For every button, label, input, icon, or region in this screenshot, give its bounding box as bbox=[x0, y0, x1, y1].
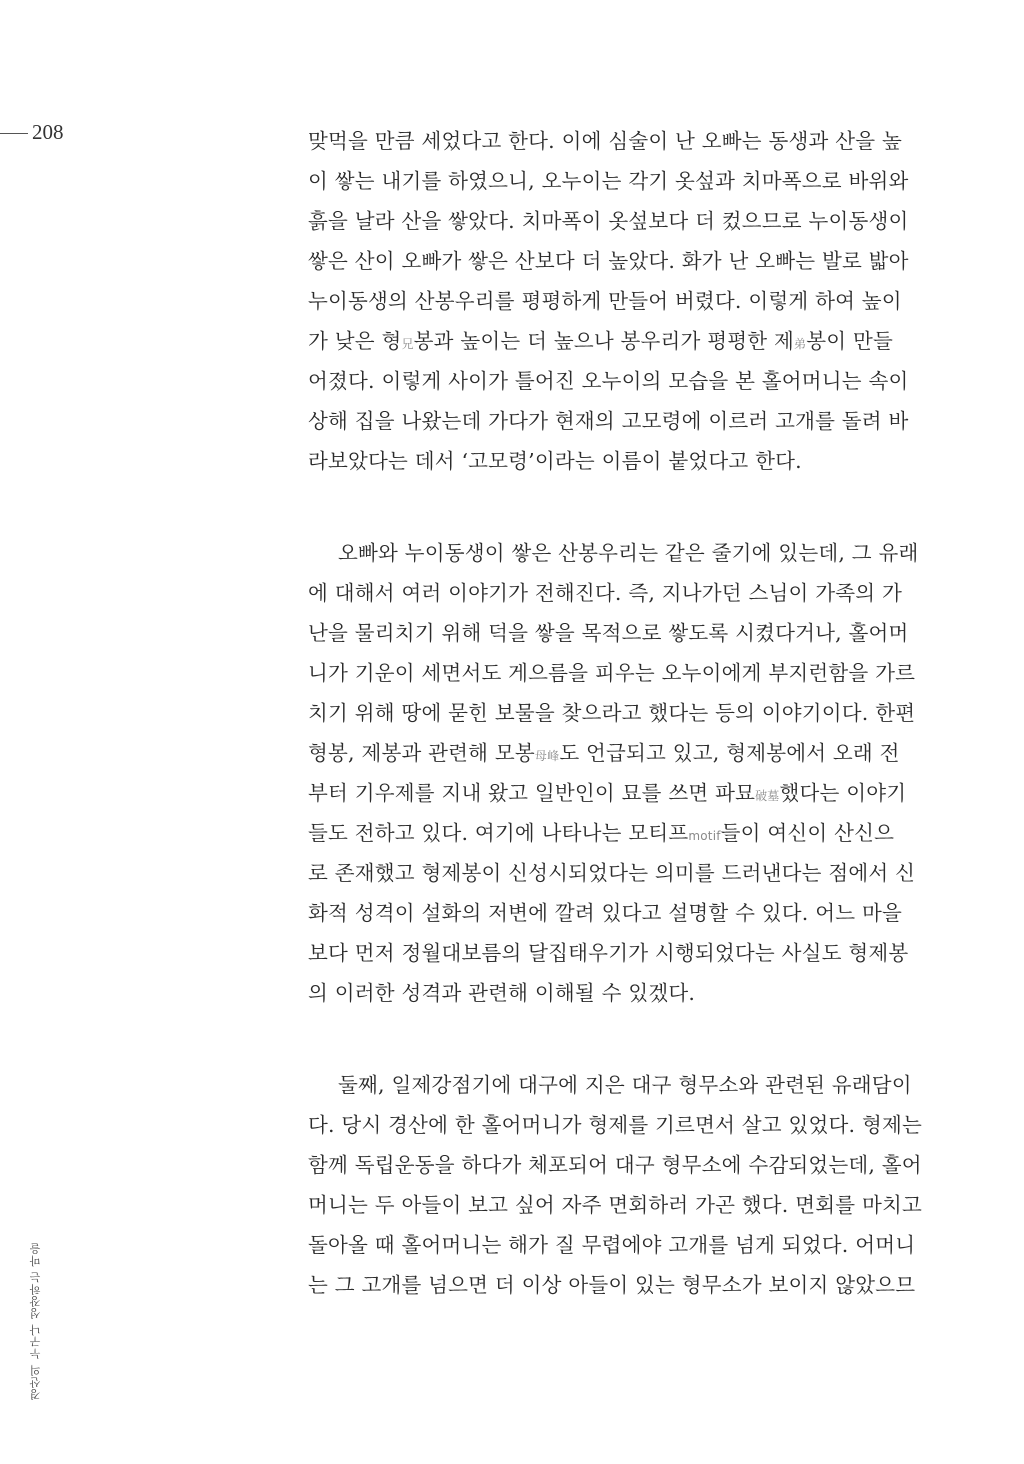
text-line: 로 존재했고 형제봉이 신성시되었다는 의미를 드러낸다는 점에서 신 bbox=[308, 861, 916, 885]
text-line bbox=[308, 773, 907, 813]
text-line: 라보았다는 데서 ‘고모령’이라는 이름이 붙었다고 한다. bbox=[308, 449, 802, 473]
gloss-annotation: 破墓 bbox=[755, 789, 780, 803]
text-line: 흙을 날라 산을 쌓았다. 치마폭이 옷섶보다 더 컸으므로 누이동생이 bbox=[308, 209, 909, 233]
gloss-annotation: 兄 bbox=[401, 337, 414, 351]
paragraph bbox=[308, 533, 919, 1013]
text-line: 보다 먼저 정월대보름의 달집태우기가 시행되었다는 사실도 형제봉 bbox=[308, 941, 909, 965]
text-line bbox=[308, 813, 895, 853]
text-segment: 봉이 만들 bbox=[806, 329, 893, 353]
text-line: 어졌다. 이렇게 사이가 틀어진 오누이의 모습을 본 홀어머니는 속이 bbox=[308, 369, 909, 393]
page-number: 208 bbox=[32, 120, 64, 144]
body-text bbox=[308, 121, 922, 1357]
text-segment: 들도 전하고 있다. 여기에 나타나는 모티프 bbox=[308, 821, 689, 845]
text-segment: 부터 기우제를 지내 왔고 일반인이 묘를 쓰면 파묘 bbox=[308, 781, 756, 805]
text-line: 함께 독립운동을 하다가 체포되어 대구 형무소에 수감되었는데, 홀어 bbox=[308, 1153, 922, 1177]
paragraph bbox=[308, 121, 909, 481]
text-line: 둘째, 일제강점기에 대구에 지은 대구 형무소와 관련된 유래담이 bbox=[338, 1073, 912, 1097]
text-segment: 들이 여신이 산신으 bbox=[720, 821, 895, 845]
text-line bbox=[308, 733, 900, 773]
text-line: 쌓은 산이 오빠가 쌓은 산보다 더 높았다. 화가 난 오빠는 발로 밟아 bbox=[308, 249, 909, 273]
text-line: 난을 물리치기 위해 덕을 쌓을 목적으로 쌓도록 시켰다거나, 홀어머 bbox=[308, 621, 909, 645]
paragraph bbox=[308, 1065, 922, 1305]
text-segment: 도 언급되고 있고, 형제봉에서 오래 전 bbox=[559, 741, 900, 765]
text-line: 화적 성격이 설화의 저변에 깔려 있다고 설명할 수 있다. 어느 마을 bbox=[308, 901, 902, 925]
gloss-annotation: motif bbox=[688, 829, 721, 843]
gloss-annotation: 母峰 bbox=[534, 749, 560, 763]
text-line: 오빠와 누이동생이 쌓은 산봉우리는 같은 줄기에 있는데, 그 유래 bbox=[338, 541, 919, 565]
text-line: 에 대해서 여러 이야기가 전해진다. 즉, 지나가던 스님이 가족의 가 bbox=[308, 581, 902, 605]
page-number-rule bbox=[0, 133, 28, 134]
text-line: 다. 당시 경산에 한 홀어머니가 형제를 기르면서 살고 있었다. 형제는 bbox=[308, 1113, 922, 1137]
text-segment: 가 낮은 형 bbox=[308, 329, 402, 353]
gloss-annotation: 弟 bbox=[794, 337, 807, 351]
text-segment: 봉과 높이는 더 높으나 봉우리가 평평한 제 bbox=[413, 329, 795, 353]
text-line: 머니는 두 아들이 보고 싶어 자주 면회하러 가곤 했다. 면회를 마치고 bbox=[308, 1193, 922, 1217]
text-line: 상해 집을 나왔는데 가다가 현재의 고모령에 이르러 고개를 돌려 바 bbox=[308, 409, 909, 433]
text-line: 돌아올 때 홀어머니는 해가 질 무렵에야 고개를 넘게 되었다. 어머니 bbox=[308, 1233, 916, 1257]
text-line: 이 쌓는 내기를 하였으니, 오누이는 각기 옷섶과 치마폭으로 바위와 bbox=[308, 169, 909, 193]
text-line: 치기 위해 땅에 묻힌 보물을 찾으라고 했다는 등의 이야기이다. 한편 bbox=[308, 701, 916, 725]
text-line: 누이동생의 산봉우리를 평평하게 만들어 버렸다. 이렇게 하여 높이 bbox=[308, 289, 902, 313]
text-line: 는 그 고개를 넘으면 더 이상 아들이 있는 형무소가 보이지 않았으므 bbox=[308, 1273, 916, 1297]
text-line: 맞먹을 만큼 세었다고 한다. 이에 심술이 난 오빠는 동생과 산을 높 bbox=[308, 129, 902, 153]
text-line: 의 이러한 성격과 관련해 이해될 수 있겠다. bbox=[308, 981, 696, 1005]
text-line: 니가 기운이 세면서도 게으름을 피우는 오누이에게 부지런함을 가르 bbox=[308, 661, 916, 685]
text-segment: 형봉, 제봉과 관련해 모봉 bbox=[308, 741, 535, 765]
text-line bbox=[308, 321, 892, 361]
text-segment: 했다는 이야기 bbox=[779, 781, 907, 805]
running-title: 경산의 누구나 성장하는 마을 bbox=[29, 1242, 42, 1400]
